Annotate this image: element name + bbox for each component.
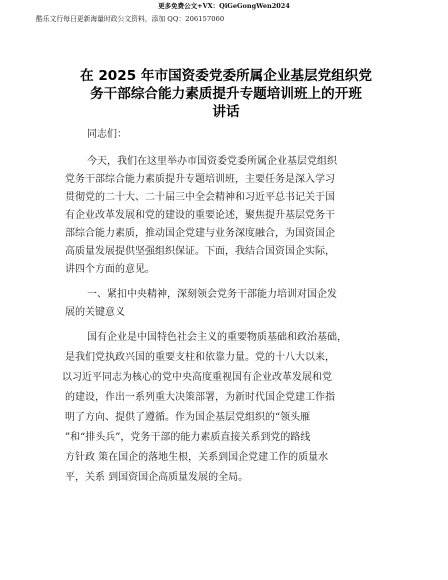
salutation: 同志们： [87, 129, 127, 140]
body-line: 方针政 策在国企的落地生根，关系到国企党建工作的质量水 [65, 452, 329, 463]
body-line: 讲四个方面的意见。 [65, 264, 155, 275]
title-line: 务干部综合能力素质提升专题培训班上的开班 [90, 86, 362, 102]
body-line: 今天，我们在这里举办市国资委党委所属企业基层党组织 [87, 156, 337, 167]
title-line: 讲话 [212, 104, 240, 120]
body-line: 明了方向、提供了遵循。作为国企基层党组织的“领头雁 [65, 412, 311, 423]
body-line: 高质量发展提供坚强组织保证。下面，我结合国资国企实际， [65, 246, 335, 257]
body-line: 国有企业是中国特色社会主义的重要物质基础和政治基础， [87, 332, 347, 343]
body-line: 贯彻党的二十大、二十届三中全会精神和习近平总书记关于国 [65, 192, 335, 203]
body-line: 平，关系 到国资国企高质量发展的全局。 [65, 472, 249, 483]
body-line: 是我们党执政兴国的重要支柱和依靠力量。党的十八大以来， [65, 352, 335, 363]
section-heading: 一、紧扣中央精神，深刻领会党务干部能力培训对国企发 [87, 289, 337, 300]
section-heading: 展的关键意义 [65, 307, 125, 318]
body-line: 党务干部综合能力素质提升专题培训班，主要任务是深入学习 [65, 174, 335, 185]
body-line: 以习近平同志为核心的党中央高度重视国有企业改革发展和党 [62, 372, 332, 383]
document-title [56, 67, 396, 121]
body-line: 部综合能力素质，推动国企党建与业务深度融合，为国资国企 [65, 228, 335, 239]
body-line: 的建设，作出一系列重大决策部署，为新时代国企党建工作指 [65, 392, 335, 403]
body-line: 有企业改革发展和党的建设的重要论述，聚焦提升基层党务干 [65, 210, 335, 221]
body-line: ”和“排头兵”，党务干部的能力素质直接关系到党的路线 [65, 432, 311, 443]
header-note: 酷乐文行每日更新海量时政公文资料，添加 QQ：206157060 [36, 15, 225, 23]
title-line: 在 2025 年市国资委党委所属企业基层党组织党 [80, 68, 372, 84]
top-promo-note: 更多免费公文+VX：QiGeGongWen2024 [158, 2, 290, 10]
